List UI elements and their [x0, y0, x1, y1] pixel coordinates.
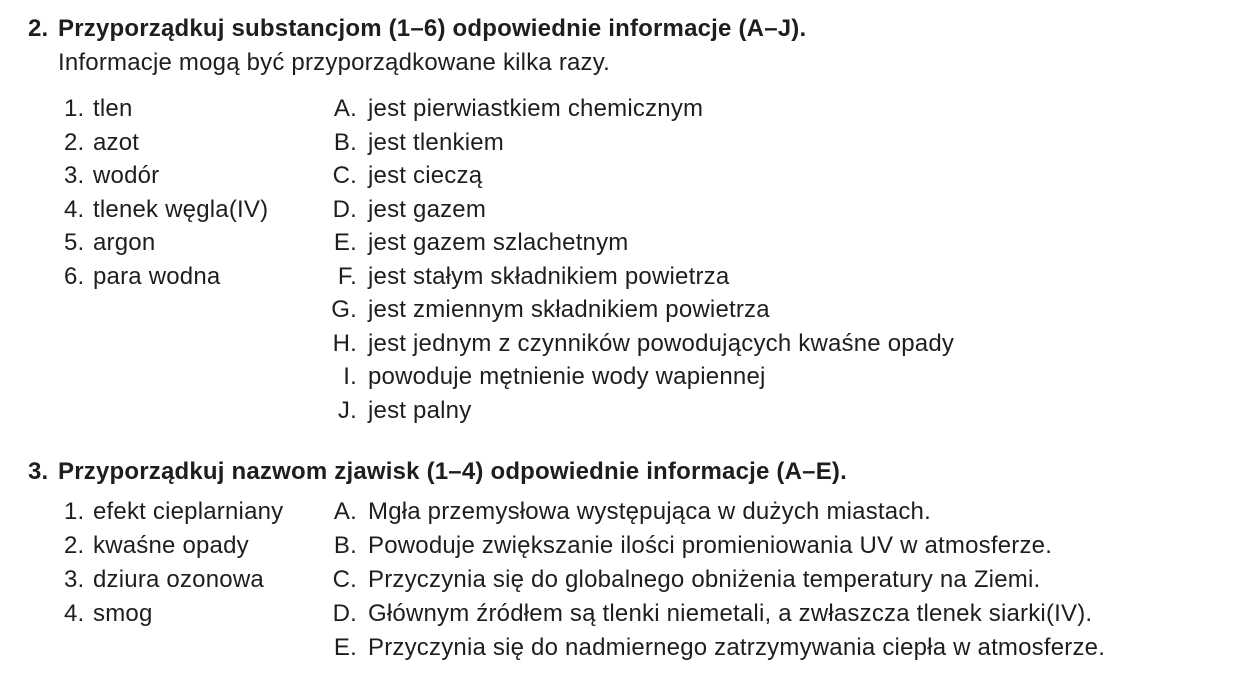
phenomena-list [64, 495, 325, 631]
option-letter: E. [333, 634, 357, 661]
option-item [325, 597, 1224, 631]
item-number: 3. [64, 566, 85, 593]
option-item [325, 631, 1224, 665]
item-number: 5. [64, 229, 85, 256]
exercise-2-body [58, 12, 1224, 427]
substance-item [64, 92, 325, 126]
item-text: wodór [93, 162, 160, 189]
option-text: jest jednym z czynników powodujących kwaśne opady [368, 329, 955, 357]
exercise-2-matching-area [58, 92, 1224, 427]
option-text: Mgła przemysłowa występująca w dużych miastach. [368, 498, 931, 525]
option-text: Przyczynia się do globalnego obniżenia temperatury na Ziemi. [368, 566, 1041, 593]
exercise-2 [28, 12, 1224, 427]
item-number: 2. [64, 532, 85, 559]
item-text: tlen [93, 95, 133, 122]
option-letter: D. [332, 195, 357, 223]
option-item [325, 126, 1224, 160]
substance-list [64, 92, 325, 293]
item-text: para wodna [93, 262, 221, 290]
item-text: tlenek węgla(IV) [93, 195, 269, 223]
substance-item [64, 159, 325, 193]
exercise-3-body [58, 455, 1224, 665]
option-letter: I. [343, 363, 357, 390]
option-text: Przyczynia się do nadmiernego zatrzymywania ciepła w atmosferze. [368, 634, 1106, 661]
option-item [325, 226, 1224, 260]
option-item [325, 193, 1224, 227]
item-number: 4. [64, 195, 85, 223]
item-number: 1. [64, 498, 85, 525]
item-text: dziura ozonowa [93, 566, 264, 593]
phenomenon-item [64, 597, 325, 631]
phenomenon-item [64, 529, 325, 563]
item-number: 4. [64, 600, 85, 627]
option-item [325, 159, 1224, 193]
option-item [325, 495, 1224, 529]
option-letter: J. [337, 396, 357, 424]
exercise-3-matching-area [58, 495, 1224, 665]
option-letter: C. [332, 566, 357, 593]
option-item [325, 260, 1224, 294]
option-text: jest stałym składnikiem powietrza [368, 262, 730, 290]
option-text: Głównym źródłem są tlenki niemetali, a zwłaszcza tlenek siarki(IV). [368, 600, 1093, 627]
option-item [325, 327, 1224, 361]
option-letter: H. [332, 329, 357, 357]
exercise-2-instruction: Informacje mogą być przyporządkowane kilka razy. [58, 49, 611, 76]
option-letter: F. [337, 262, 357, 290]
option-item [325, 92, 1224, 126]
option-text: jest zmiennym składnikiem powietrza [368, 296, 770, 323]
option-item [325, 394, 1224, 428]
option-text: Powoduje zwiększanie ilości promieniowania UV w atmosferze. [368, 532, 1053, 559]
option-text: powoduje mętnienie wody wapiennej [368, 363, 766, 390]
phenomenon-item [64, 495, 325, 529]
item-number: 2. [64, 128, 85, 156]
option-letter: A. [333, 95, 357, 122]
item-number: 3. [64, 162, 85, 189]
item-text: argon [93, 229, 156, 256]
item-number: 6. [64, 262, 85, 290]
item-number: 1. [64, 95, 85, 122]
option-letter: B. [333, 128, 357, 156]
option-letter: G. [331, 296, 357, 323]
substance-item [64, 260, 325, 294]
substance-item [64, 126, 325, 160]
exercise-2-number: 2. [28, 15, 49, 42]
item-text: efekt cieplarniany [93, 498, 284, 525]
exercise-2-title: Przyporządkuj substancjom (1–6) odpowiednie informacje (A–J). [58, 15, 807, 42]
option-text: jest cieczą [368, 162, 483, 189]
info-option-list [325, 92, 1224, 427]
option-letter: A. [333, 498, 357, 525]
option-item [325, 293, 1224, 327]
substance-item [64, 226, 325, 260]
option-letter: C. [332, 162, 357, 189]
option-item [325, 563, 1224, 597]
option-text: jest palny [368, 396, 472, 424]
item-text: smog [93, 600, 153, 627]
item-text: azot [93, 128, 140, 156]
info-option-list [325, 495, 1224, 665]
exercise-3 [28, 455, 1224, 665]
exercise-3-title: Przyporządkuj nazwom zjawisk (1–4) odpowiednie informacje (A–E). [58, 458, 847, 485]
exercise-3-number: 3. [28, 458, 49, 485]
substance-item [64, 193, 325, 227]
option-text: jest pierwiastkiem chemicznym [368, 95, 704, 122]
option-text: jest gazem szlachetnym [368, 229, 629, 256]
option-text: jest gazem [368, 195, 487, 223]
option-text: jest tlenkiem [368, 128, 504, 156]
phenomenon-item [64, 563, 325, 597]
option-letter: E. [333, 229, 357, 256]
option-letter: B. [333, 532, 357, 559]
item-text: kwaśne opady [93, 532, 249, 559]
option-item [325, 360, 1224, 394]
option-item [325, 529, 1224, 563]
option-letter: D. [332, 600, 357, 627]
